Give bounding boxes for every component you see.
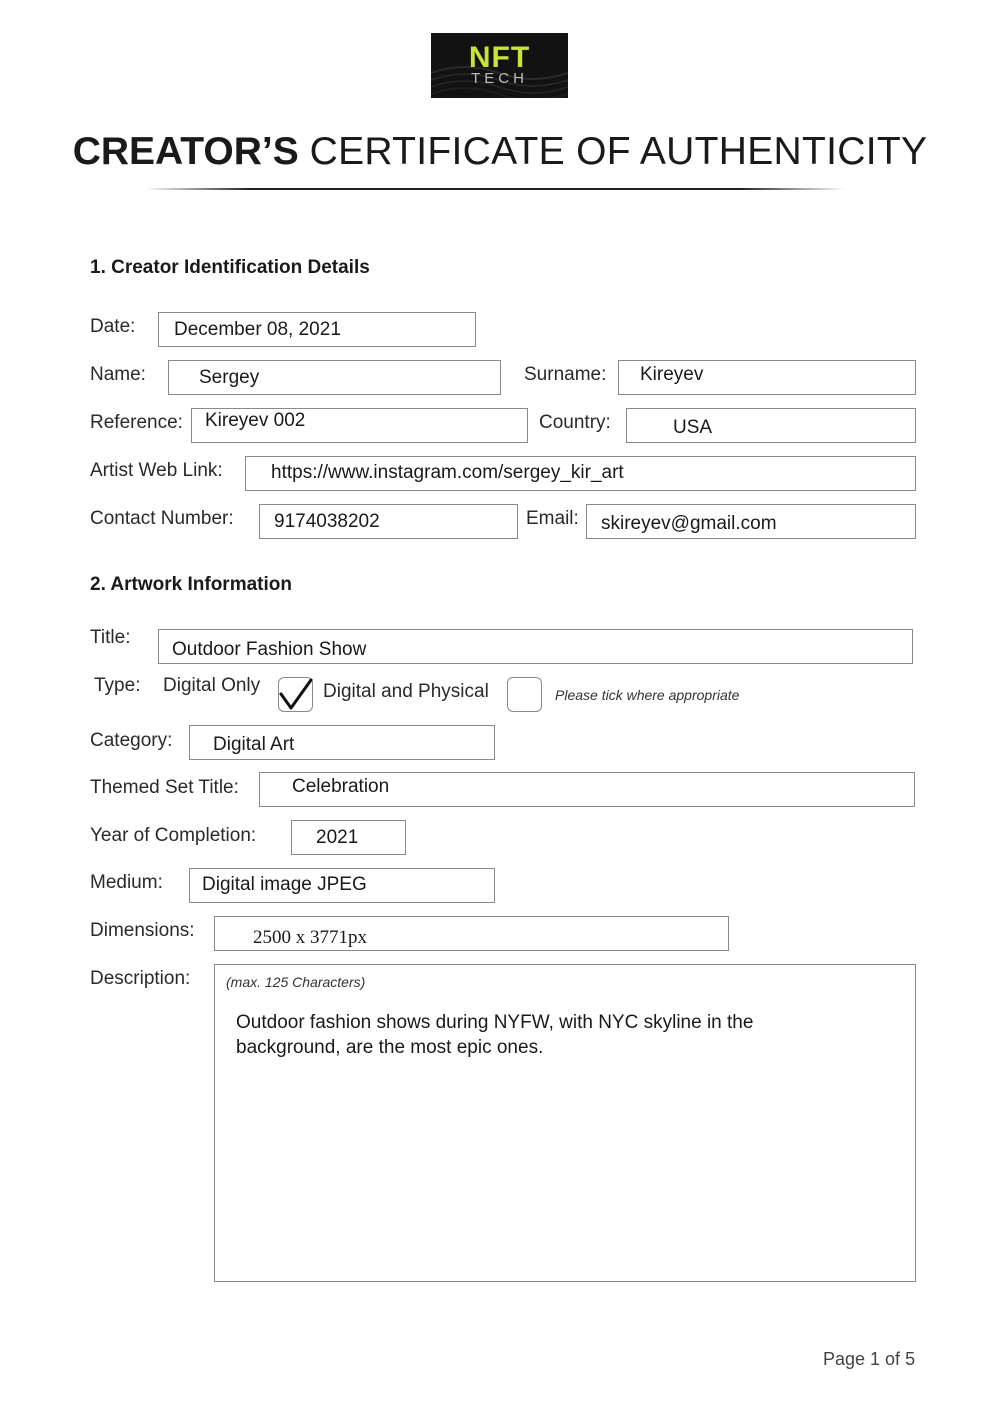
themed-set-value: Celebration: [292, 776, 390, 797]
digital-only-checkbox[interactable]: [278, 677, 313, 712]
section-2-heading: 2. Artwork Information: [90, 574, 292, 595]
reference-field[interactable]: [191, 408, 528, 443]
medium-field[interactable]: [189, 868, 495, 903]
medium-label: Medium:: [90, 872, 163, 893]
type-option-digital-physical-label: Digital and Physical: [323, 681, 489, 702]
contact-field[interactable]: [259, 504, 518, 539]
country-value: USA: [673, 417, 713, 438]
date-field[interactable]: [158, 312, 476, 347]
web-link-label: Artist Web Link:: [90, 460, 223, 481]
category-field[interactable]: [189, 725, 495, 760]
title-field[interactable]: [158, 629, 913, 664]
nft-tech-logo: [431, 33, 568, 98]
logo-main-text: NFT: [468, 41, 531, 74]
contact-label: Contact Number:: [90, 508, 234, 529]
dimensions-label: Dimensions:: [90, 920, 195, 941]
digital-physical-checkbox[interactable]: [507, 677, 542, 712]
name-field[interactable]: [168, 360, 501, 395]
reference-value: Kireyev 002: [205, 410, 306, 431]
page-number: Page 1 of 5: [823, 1349, 916, 1369]
country-label: Country:: [539, 412, 611, 433]
category-label: Category:: [90, 730, 173, 751]
description-hint: (max. 125 Characters): [226, 974, 366, 990]
description-value: Outdoor fashion shows during NYFW, with NYC skyline in the background, are the most epic ones.: [236, 1012, 754, 1058]
document-title: [0, 128, 1000, 176]
checkmark-icon: [277, 676, 313, 712]
contact-value: 9174038202: [274, 511, 380, 532]
title-rest: CERTIFICATE OF AUTHENTICITY: [309, 130, 928, 173]
email-label: Email:: [526, 508, 579, 529]
surname-label: Surname:: [524, 364, 607, 385]
date-label: Date:: [90, 316, 136, 337]
surname-value: Kireyev: [640, 364, 704, 385]
year-field[interactable]: [291, 820, 406, 855]
themed-set-label: Themed Set Title:: [90, 777, 239, 798]
surname-field[interactable]: [618, 360, 916, 395]
name-label: Name:: [90, 364, 146, 385]
type-label: Type:: [94, 675, 141, 696]
category-value: Digital Art: [213, 734, 295, 755]
country-field[interactable]: [626, 408, 916, 443]
type-option-digital-only-label: Digital Only: [163, 675, 261, 696]
year-label: Year of Completion:: [90, 825, 257, 846]
description-label: Description:: [90, 968, 191, 989]
year-value: 2021: [316, 827, 359, 848]
web-link-value: https://www.instagram.com/sergey_kir_art: [271, 462, 624, 483]
title-label: Title:: [90, 627, 131, 648]
section-1-heading: 1. Creator Identification Details: [90, 257, 370, 278]
email-field[interactable]: [586, 504, 916, 539]
email-value: skireyev@gmail.com: [601, 513, 777, 534]
dimensions-field[interactable]: [214, 916, 729, 951]
themed-set-field[interactable]: [259, 772, 915, 807]
logo-sub-text: TECH: [471, 70, 528, 87]
name-value: Sergey: [199, 367, 260, 388]
reference-label: Reference:: [90, 412, 183, 433]
title-bold: CREATOR’S: [72, 130, 299, 173]
medium-value: Digital image JPEG: [202, 874, 367, 895]
description-field[interactable]: [214, 964, 916, 1282]
web-link-field[interactable]: [245, 456, 916, 491]
title-value: Outdoor Fashion Show: [172, 639, 367, 660]
title-divider: [145, 188, 845, 190]
dimensions-value: 2500 x 3771px: [253, 927, 367, 948]
date-value: December 08, 2021: [174, 319, 341, 340]
type-hint: Please tick where appropriate: [555, 687, 740, 703]
